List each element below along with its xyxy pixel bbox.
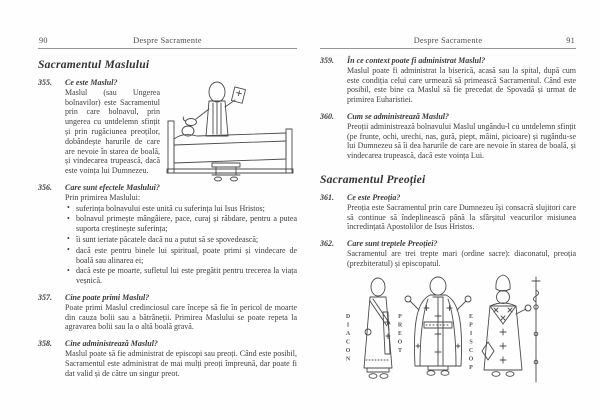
answer-text: Sacramentul are trei trepte mari (ordine sacre): diaconatul, preoția (prezbiteratul) și episcopatul. — [347, 248, 576, 268]
page-right — [320, 36, 576, 394]
figure-label-episcop: EPISCOP — [468, 313, 474, 374]
anointing-bed-illustration — [165, 79, 297, 191]
question-number: 360. — [320, 111, 334, 121]
qa-item-357 — [38, 293, 297, 332]
figure-label-preot: PREOT — [397, 313, 403, 357]
bullet-item: • dacă este pentru binele lui spiritual, poate primi și vindecare de boală sau alinarea ei; — [65, 246, 297, 266]
page-header-right — [320, 36, 576, 49]
answer-text: Maslul poate să fie administrat de episcopi sau preoți. Când este posibil, Sacramentul este administrat de mai mulți preoți împreună, dar poate fi dat valid și de către un singur preot. — [65, 348, 297, 378]
answer-text: Maslul poate fi administrat la biserică, acasă sau la spital, după cum este condiția celui care urmează să primească Sacramentul. Când este posibil, este bine ca Maslul să fie precedat de Spovadă și urmat de primirea Euharistiei. — [347, 65, 576, 105]
qa-item-360 — [320, 112, 576, 161]
page-header-left — [38, 36, 297, 49]
question-number: 359. — [320, 56, 334, 65]
question-number: 357. — [38, 292, 52, 302]
figure-label-diacon: DIACON — [345, 313, 351, 365]
bullet-item: • suferința bolnavului este unită cu suferința lui Isus Hristos; — [65, 204, 297, 214]
bullet-list — [65, 204, 297, 286]
question-text: Care sunt treptele Preoției? — [347, 239, 438, 249]
bullet-item: • bolnavul primește mângâiere, pace, curaj și răbdare, pentru a putea suporta creștinește suferința; — [65, 214, 297, 234]
clergy-figures-icon — [340, 274, 560, 394]
page-left — [38, 36, 297, 378]
qa-item-359 — [320, 56, 576, 105]
bullet-item: • îi sunt iertate păcatele dacă nu a putut să se spovedească; — [65, 235, 297, 245]
page-number: 90 — [39, 36, 48, 45]
qa-item-362 — [320, 239, 576, 268]
section-title-maslului: Sacramentul Maslului — [38, 58, 150, 71]
qa-item-356 — [38, 183, 297, 286]
qa-item-355 — [38, 78, 297, 176]
question-text: Ce este Preoția? — [347, 192, 401, 202]
section-title-preotiei: Sacramentul Preoției — [320, 172, 426, 186]
answer-intro: Prin primirea Maslului: — [65, 192, 141, 202]
question-text: Ce este Maslul? — [65, 78, 118, 87]
question-number: 362. — [320, 239, 334, 249]
qa-item-361 — [320, 193, 576, 232]
question-text: Cine administrează Maslul? — [65, 339, 158, 349]
question-number: 356. — [38, 182, 52, 192]
answer-text: Poate primi Maslul credinciosul care începe să fie în pericol de moarte din cauza bolii sau a bătrâneții. Primirea Maslului se poate repeta la agravarea bolii sau la o altă boală gravă. — [65, 302, 297, 332]
page-number: 91 — [566, 36, 575, 45]
running-title: Despre Sacramente — [133, 36, 202, 45]
answer-text: Preoții administrează bolnavului Maslul ungându-l cu untdelemn sfințit (pe frunte, ochi, urechi, nas, gură, piept, mâini, picioare) și rugându-se lui Dumnezeu să îi dea harurile de care are nevoie în starea de boală, și vindecarea trupească, dacă este voința Lui. — [347, 121, 576, 161]
question-number: 358. — [38, 339, 52, 349]
bullet-item: • dacă este pe moarte, sufletul lui este pregătit pentru trecerea la viața veșnică. — [65, 266, 297, 286]
answer-text: Preoția este Sacramentul prin care Dumnezeu își consacră slujitori care să continue să îndeplinească până la sfârșitul veacurilor misiunea încredințată Apostolilor de Isus Hristos. — [347, 202, 576, 232]
question-text: Cum se administrează Maslul? — [347, 111, 450, 121]
question-text: În ce context poate fi administrat Maslul? — [347, 56, 486, 65]
clergy-ranks-illustration — [340, 274, 560, 394]
question-text: Cine poate primi Maslul? — [65, 292, 150, 302]
question-number: 355. — [38, 78, 52, 87]
qa-item-358 — [38, 339, 297, 378]
question-text: Care sunt efectele Maslului? — [65, 182, 160, 192]
running-title: Despre Sacramente — [413, 36, 483, 45]
answer-text: Maslul (sau Ungerea bolnavilor) este Sacramentul prin care bolnavul, prin ungerea cu untdelemn sfințit și prin rugăciunea preoților, dobândește harurile de care are nevoie în starea de boală, și vindecarea trupească, dacă este voința lui Dumnezeu. — [65, 87, 160, 176]
priest-at-sickbed-icon — [165, 79, 297, 191]
question-number: 361. — [320, 192, 334, 202]
